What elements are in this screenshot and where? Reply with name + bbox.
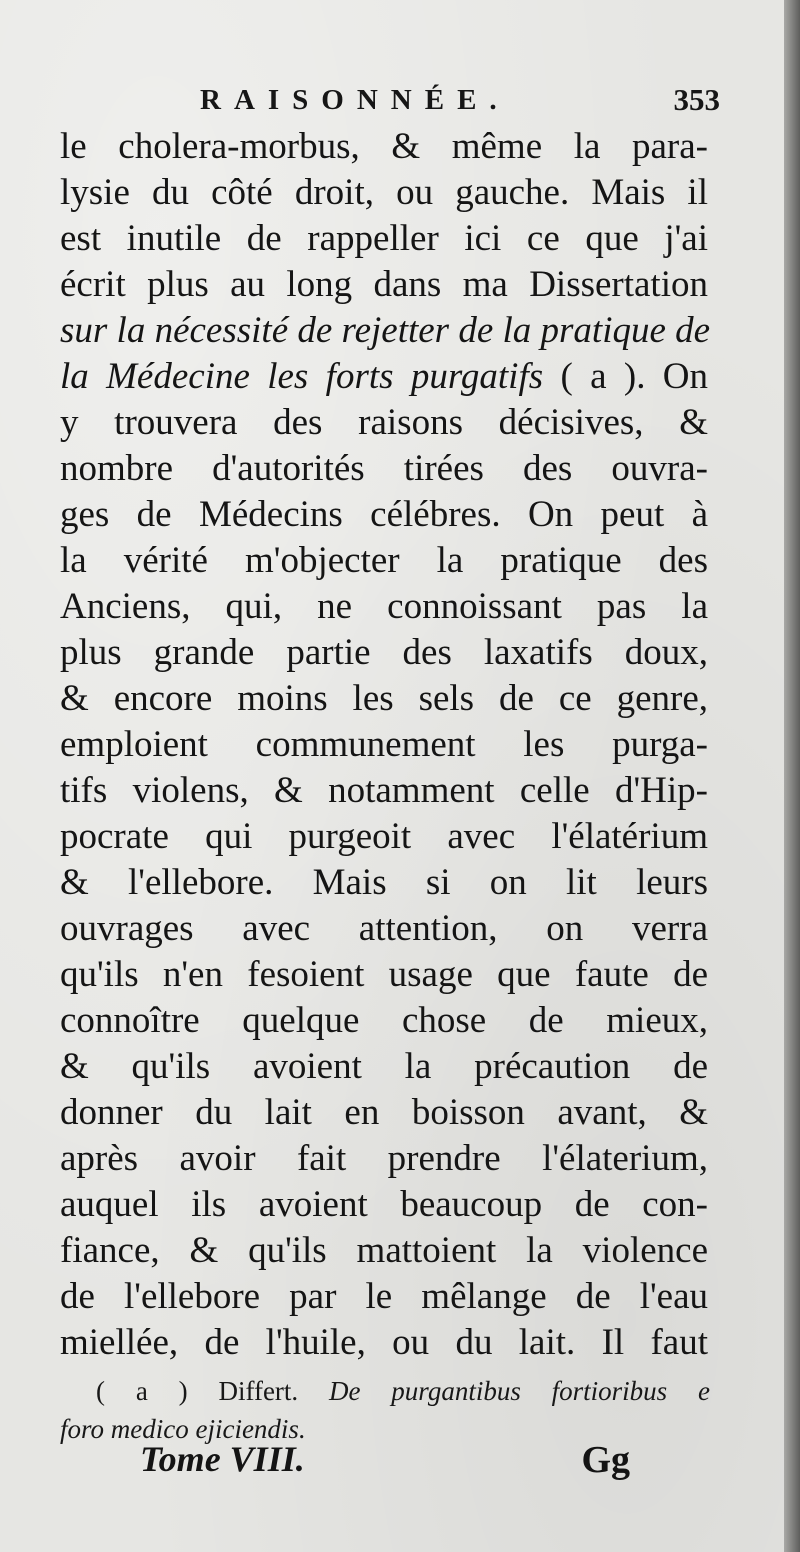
footnote-marker: ( a ) Differt.: [96, 1376, 299, 1406]
text-line: de l'ellebore par le mêlange de l'eau: [60, 1276, 708, 1317]
text-line: & qu'ils avoient la précaution de: [60, 1046, 708, 1087]
text-line-italic: sur la nécessité de rejetter de la pratique de: [60, 310, 711, 351]
text-line: ges de Médecins célébres. On peut à: [60, 494, 708, 535]
text-line: pocrate qui purgeoit avec l'élatérium: [60, 816, 708, 857]
body-text: [60, 124, 711, 1366]
text-line: qu'ils n'en fesoient usage que faute de: [60, 954, 708, 995]
text-line: fiance, & qu'ils mattoient la violence: [60, 1230, 708, 1271]
text-line: auquel ils avoient beaucoup de con-: [60, 1184, 708, 1225]
text-line: Anciens, qui, ne connoissant pas la: [60, 586, 708, 627]
text-line: emploient communement les purga-: [60, 724, 708, 765]
text-line: est inutile de rappeller ici ce que j'ai: [60, 218, 708, 259]
text-line: miellée, de l'huile, ou du lait. Il faut: [60, 1322, 708, 1363]
italic-title-fragment: la Médecine les forts purgatifs: [60, 356, 544, 397]
text-line: lysie du côté droit, ou gauche. Mais il: [60, 172, 708, 213]
footnote-line: [60, 1372, 710, 1410]
footnote-reference: ( a ). On: [560, 356, 708, 397]
page-edge-shadow: [784, 0, 800, 1552]
text-line: plus grande partie des laxatifs doux,: [60, 632, 708, 673]
page-header: [200, 82, 720, 122]
footnote-title: De purgantibus fortioribus e: [329, 1376, 710, 1406]
text-line: le cholera-morbus, & même la para-: [60, 126, 708, 167]
text-line-mixed: [60, 354, 708, 400]
text-line: après avoir fait prendre l'élaterium,: [60, 1138, 708, 1179]
text-line: tifs violens, & notamment celle d'Hip-: [60, 770, 708, 811]
text-line: & l'ellebore. Mais si on lit leurs: [60, 862, 708, 903]
text-line: la vérité m'objecter la pratique des: [60, 540, 708, 581]
text-line: nombre d'autorités tirées des ouvra-: [60, 448, 708, 489]
footnote-line: foro medico ejiciendis.: [60, 1414, 306, 1444]
volume-label: Tome VIII.: [140, 1439, 305, 1479]
footnote: [60, 1372, 710, 1448]
text-line: donner du lait en boisson avant, &: [60, 1092, 708, 1133]
page-footer: [140, 1438, 630, 1494]
text-line: écrit plus au long dans ma Dissertation: [60, 264, 708, 305]
text-line: y trouvera des raisons décisives, &: [60, 402, 708, 443]
signature-mark: Gg: [581, 1439, 630, 1481]
page-number: 353: [673, 82, 720, 117]
running-title: RAISONNÉE.: [200, 84, 510, 116]
text-line: connoître quelque chose de mieux,: [60, 1000, 708, 1041]
text-line: & encore moins les sels de ce genre,: [60, 678, 708, 719]
text-line: ouvrages avec attention, on verra: [60, 908, 708, 949]
